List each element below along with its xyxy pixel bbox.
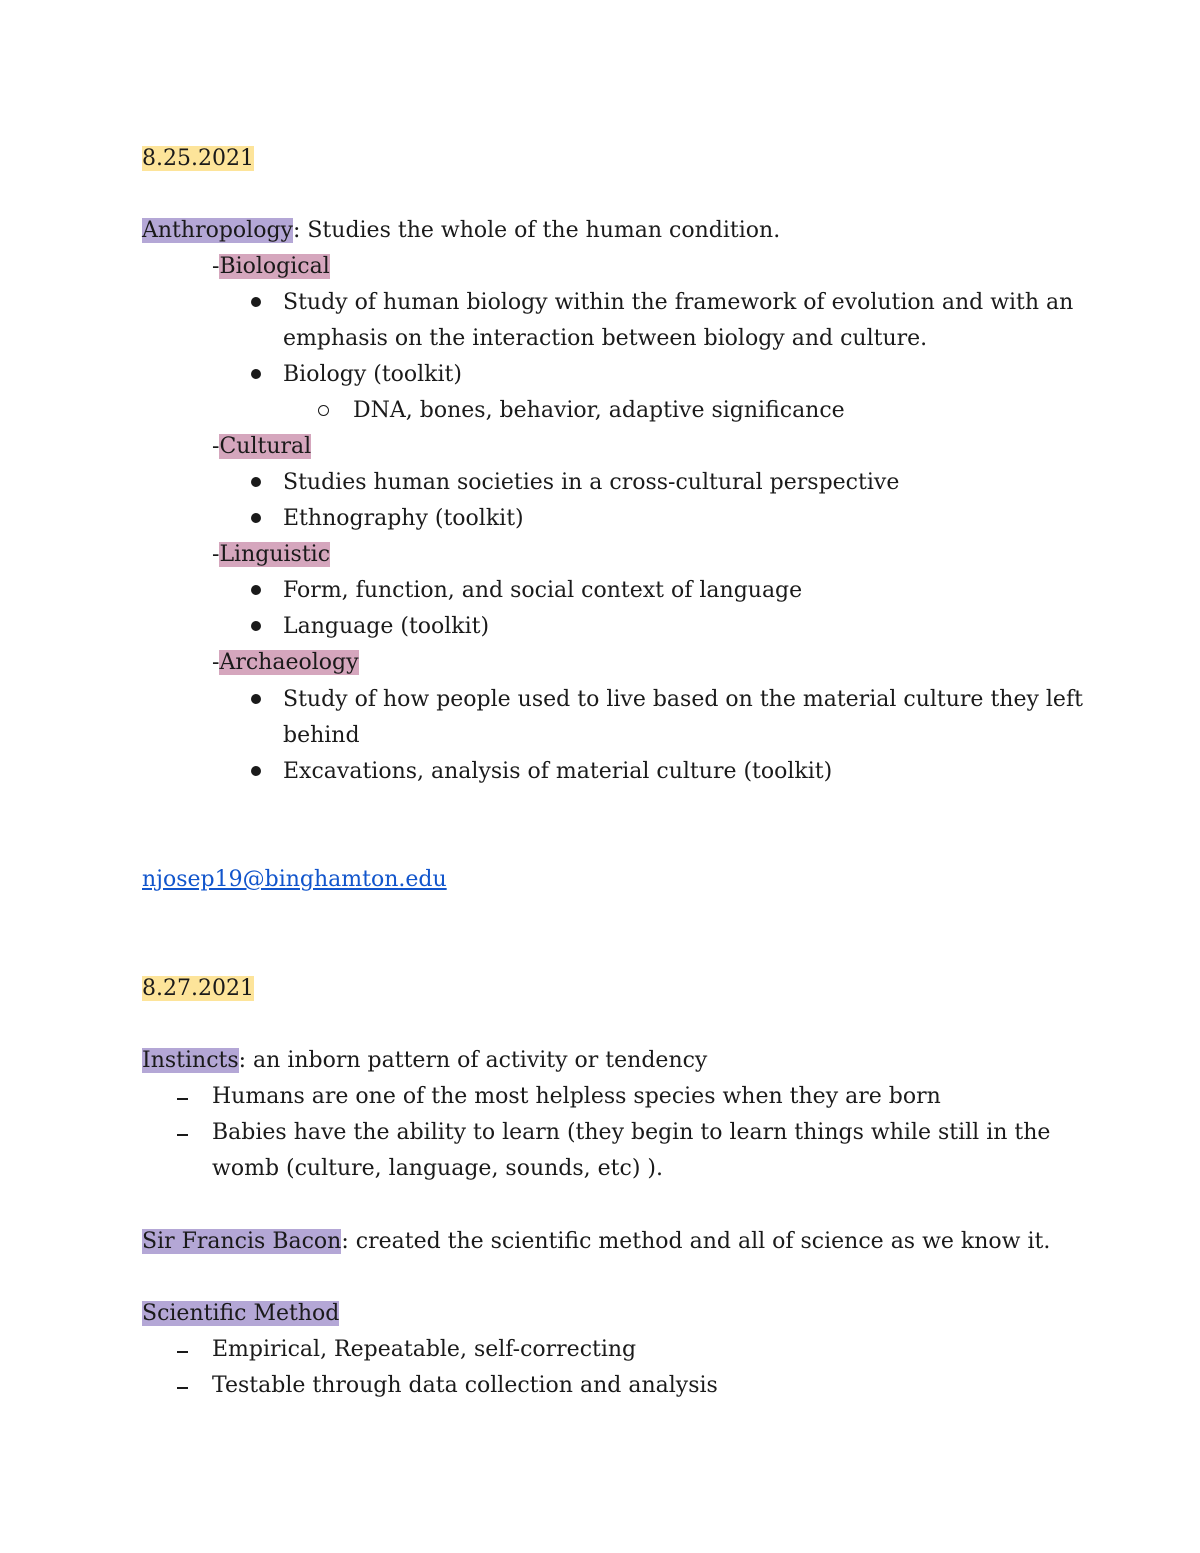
subfield-label: Biological xyxy=(219,254,330,279)
list-item: Biology (toolkit) xyxy=(283,362,462,387)
bullet-icon xyxy=(251,621,261,631)
instincts-term: Instincts xyxy=(142,1048,239,1073)
bullet-icon xyxy=(251,297,261,307)
anthropology-term: Anthropology xyxy=(142,218,293,243)
list-item: Excavations, analysis of material culture (toolkit) xyxy=(283,759,833,784)
subfield-dash: - xyxy=(212,434,220,459)
date-text: 8.27.2021 xyxy=(142,976,254,1001)
date-heading-1 xyxy=(142,144,254,174)
scientific-method-term: Scientific Method xyxy=(142,1301,340,1326)
subfield-dash: - xyxy=(212,254,220,279)
subfield-dash: - xyxy=(212,650,220,675)
subfield-label: Cultural xyxy=(219,434,312,459)
subfield-biological xyxy=(212,252,330,282)
scientific-method-heading xyxy=(142,1299,339,1329)
bullet-icon xyxy=(251,513,261,523)
hollow-bullet-icon xyxy=(318,405,329,416)
list-item: Testable through data collection and analysis xyxy=(212,1373,718,1398)
bullet-icon xyxy=(251,369,261,379)
subfield-label: Linguistic xyxy=(219,542,331,567)
bacon-term: Sir Francis Bacon xyxy=(142,1229,342,1254)
subfield-dash: - xyxy=(212,542,220,567)
list-item: Humans are one of the most helpless species when they are born xyxy=(212,1084,941,1109)
list-item: Ethnography (toolkit) xyxy=(283,506,524,531)
bullet-icon xyxy=(251,694,261,704)
dash-bullet-icon xyxy=(177,1351,188,1353)
instincts-definition xyxy=(142,1046,707,1076)
email-line xyxy=(142,865,447,895)
list-item: Form, function, and social context of language xyxy=(283,578,803,603)
anthropology-definition xyxy=(142,216,780,246)
sub-list-item: DNA, bones, behavior, adaptive significance xyxy=(353,398,845,423)
list-item-continuation: womb (culture, language, sounds, etc) ). xyxy=(212,1156,663,1181)
list-item: Study of how people used to live based on the material culture they left xyxy=(283,687,1083,712)
date-heading-2 xyxy=(142,974,254,1004)
list-item: Babies have the ability to learn (they begin to learn things while still in the xyxy=(212,1120,1051,1145)
subfield-cultural xyxy=(212,432,311,462)
list-item: Study of human biology within the framework of evolution and with an xyxy=(283,290,1074,315)
instincts-def-text: : an inborn pattern of activity or tendency xyxy=(238,1048,708,1073)
bacon-definition xyxy=(142,1227,1050,1257)
dash-bullet-icon xyxy=(177,1134,188,1136)
subfield-linguistic xyxy=(212,540,330,570)
bacon-def-text: : created the scientific method and all of science as we know it. xyxy=(341,1229,1051,1254)
bullet-icon xyxy=(251,585,261,595)
subfield-label: Archaeology xyxy=(219,650,359,675)
bullet-icon xyxy=(251,477,261,487)
bullet-icon xyxy=(251,766,261,776)
list-item: Empirical, Repeatable, self-correcting xyxy=(212,1337,637,1362)
subfield-archaeology xyxy=(212,648,359,678)
list-item: Studies human societies in a cross-cultural perspective xyxy=(283,470,900,495)
list-item-continuation: emphasis on the interaction between biology and culture. xyxy=(283,326,928,351)
dash-bullet-icon xyxy=(177,1098,188,1100)
dash-bullet-icon xyxy=(177,1387,188,1389)
list-item-continuation: behind xyxy=(283,723,360,748)
email-link[interactable]: njosep19@binghamton.edu xyxy=(142,867,447,892)
list-item: Language (toolkit) xyxy=(283,614,490,639)
date-text: 8.25.2021 xyxy=(142,146,254,171)
anthropology-def-text: : Studies the whole of the human condition. xyxy=(292,218,781,243)
